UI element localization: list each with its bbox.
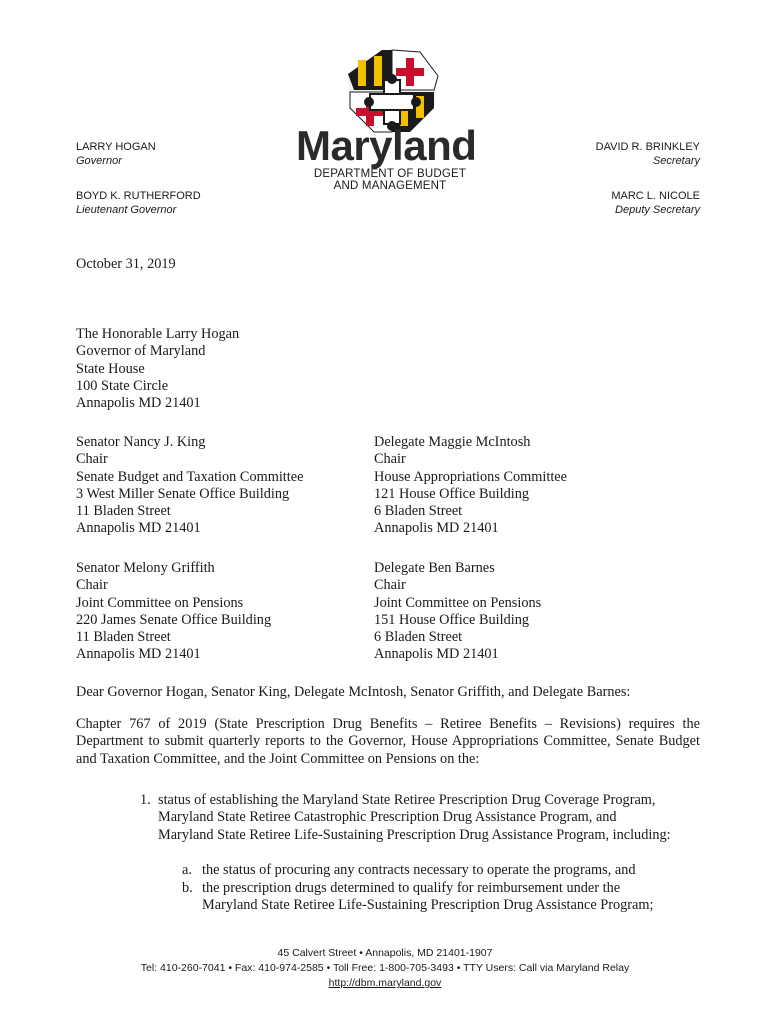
address-line: The Honorable Larry Hogan bbox=[76, 326, 240, 342]
list-line: status of establishing the Maryland State Retiree Prescription Drug Coverage Program, bbox=[158, 792, 656, 808]
address-line: 11 Bladen Street bbox=[76, 629, 171, 646]
address-line: Annapolis MD 21401 bbox=[374, 646, 499, 663]
lt-governor-name: BOYD K. RUTHERFORD bbox=[76, 190, 201, 202]
address-line: 11 Bladen Street bbox=[76, 503, 171, 520]
deputy-name: MARC L. NICOLE bbox=[611, 190, 700, 202]
address-line: House Appropriations Committee bbox=[374, 468, 567, 485]
address-line: 151 House Office Building bbox=[374, 611, 529, 628]
recipient-address-delegate-mcintosh bbox=[374, 434, 567, 538]
deputy-title: Deputy Secretary bbox=[615, 204, 700, 216]
letter-date: October 31, 2019 bbox=[76, 256, 176, 272]
secretary-name: DAVID R. BRINKLEY bbox=[595, 141, 700, 153]
maryland-wordmark: Maryland bbox=[296, 122, 477, 169]
address-line: Joint Committee on Pensions bbox=[374, 594, 542, 611]
address-line: 100 State Circle bbox=[76, 377, 169, 394]
address-line: Annapolis MD 21401 bbox=[374, 520, 499, 537]
department-line-2: AND MANAGEMENT bbox=[333, 180, 447, 192]
header-left bbox=[76, 140, 201, 217]
address-line: Annapolis MD 21401 bbox=[76, 395, 201, 412]
letter-footer bbox=[0, 946, 770, 991]
address-line: 121 House Office Building bbox=[374, 485, 529, 502]
address-line: Governor of Maryland bbox=[76, 343, 206, 360]
address-line: Senator Nancy J. King bbox=[76, 434, 206, 450]
recipient-address-delegate-barnes bbox=[374, 560, 541, 664]
lt-governor-title: Lieutenant Governor bbox=[76, 204, 177, 216]
salutation: Dear Governor Hogan, Senator King, Delegate McIntosh, Senator Griffith, and Delegate Barnes: bbox=[76, 684, 631, 700]
address-line: Senator Melony Griffith bbox=[76, 560, 215, 576]
governor-name: LARRY HOGAN bbox=[76, 141, 156, 153]
address-line: Senate Budget and Taxation Committee bbox=[76, 468, 304, 485]
recipient-address-senator-griffith bbox=[76, 560, 271, 664]
department-name bbox=[300, 168, 480, 192]
address-line: Delegate Maggie McIntosh bbox=[374, 434, 531, 450]
address-line: 6 Bladen Street bbox=[374, 503, 463, 520]
address-line: Delegate Ben Barnes bbox=[374, 560, 495, 576]
address-line: 220 James Senate Office Building bbox=[76, 611, 272, 628]
sub-item-line: Maryland State Retiree Life-Sustaining Prescription Drug Assistance Program; bbox=[202, 897, 654, 914]
list-item-text bbox=[158, 792, 718, 844]
recipient-address-governor bbox=[76, 326, 239, 412]
footer-address: 45 Calvert Street • Annapolis, MD 21401-1907 bbox=[277, 947, 493, 959]
list-number: 1. bbox=[140, 792, 151, 808]
list-line: Maryland State Retiree Life-Sustaining Prescription Drug Assistance Program, including: bbox=[158, 826, 671, 843]
list-line: Maryland State Retiree Catastrophic Prescription Drug Assistance Program, and bbox=[158, 809, 617, 826]
address-line: 3 West Miller Senate Office Building bbox=[76, 485, 290, 502]
sub-item-letter: a. bbox=[182, 862, 192, 878]
address-line: Chair bbox=[374, 577, 406, 594]
footer-website-link[interactable]: http://dbm.maryland.gov bbox=[328, 977, 442, 989]
sub-item-text bbox=[202, 880, 722, 915]
address-line: State House bbox=[76, 360, 145, 377]
secretary-title: Secretary bbox=[652, 155, 700, 167]
address-line: Chair bbox=[76, 451, 108, 468]
address-line: Annapolis MD 21401 bbox=[76, 520, 201, 537]
footer-contact: Tel: 410-260-7041 • Fax: 410-974-2585 • Toll Free: 1-800-705-3493 • TTY Users: Call via Maryland Relay bbox=[140, 962, 630, 974]
governor-title: Governor bbox=[76, 155, 122, 167]
address-line: 6 Bladen Street bbox=[374, 629, 463, 646]
intro-paragraph: Chapter 767 of 2019 (State Prescription Drug Benefits – Retiree Benefits – Revisions) requires the Department to submit quarterly reports to the Governor, House Appropriations Committee, Senate Budget and Taxation Committee, and the Joint Committee on Pensions on the: bbox=[76, 716, 700, 767]
address-line: Chair bbox=[374, 451, 406, 468]
address-line: Joint Committee on Pensions bbox=[76, 594, 244, 611]
department-line-1: DEPARTMENT OF BUDGET bbox=[313, 168, 467, 180]
sub-item-letter: b. bbox=[182, 880, 193, 896]
address-line: Chair bbox=[76, 577, 108, 594]
header-right bbox=[596, 140, 700, 217]
address-line: Annapolis MD 21401 bbox=[76, 646, 201, 663]
sub-item-text: the status of procuring any contracts necessary to operate the programs, and bbox=[202, 862, 636, 878]
sub-item-line: the prescription drugs determined to qualify for reimbursement under the bbox=[202, 880, 621, 896]
recipient-address-senator-king bbox=[76, 434, 303, 538]
